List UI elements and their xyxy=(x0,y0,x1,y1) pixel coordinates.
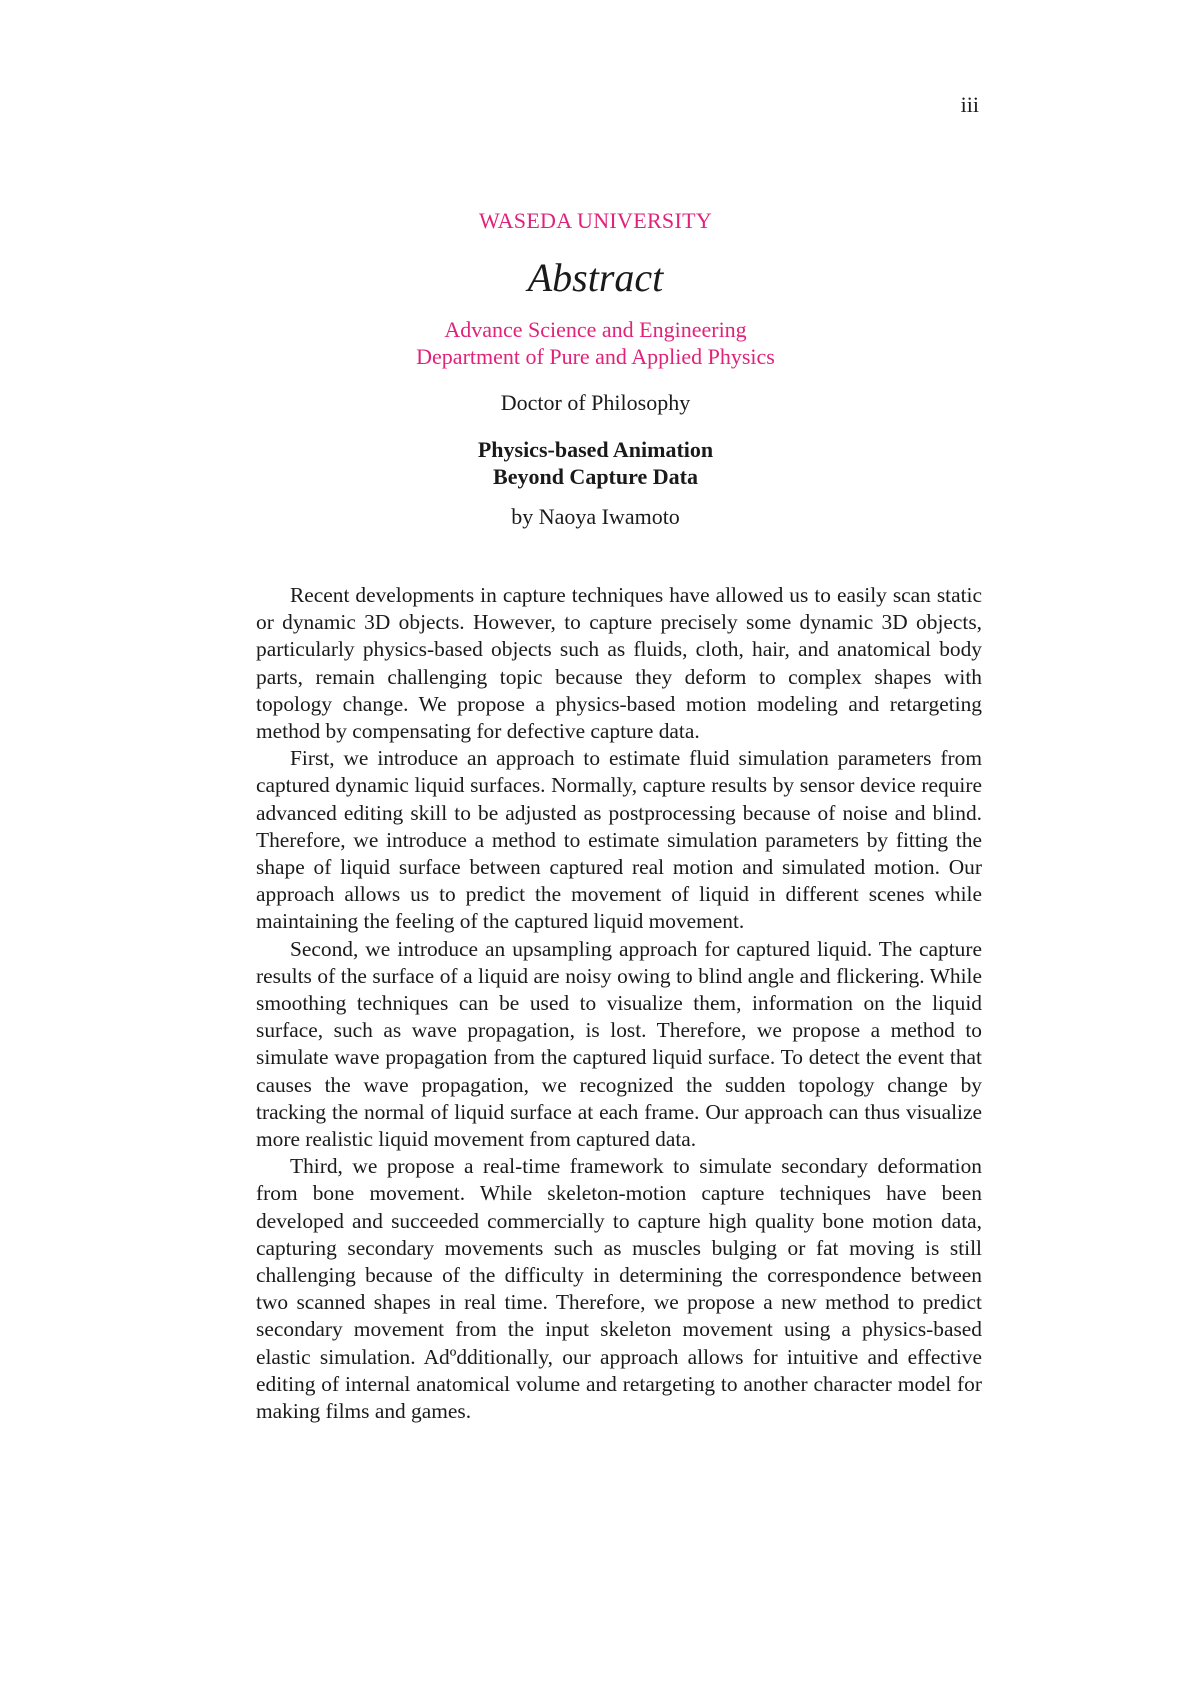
thesis-title xyxy=(0,436,1191,490)
page-title: Abstract xyxy=(527,255,664,300)
abstract-header xyxy=(0,208,1191,530)
thesis-title-line-2: Beyond Capture Data xyxy=(493,464,698,489)
degree-name: Doctor of Philosophy xyxy=(500,390,691,415)
abstract-paragraph: Recent developments in capture techniques have allowed us to easily scan static or dynamic 3D objects. However, to capture precisely some dynamic 3D objects, particularly physics-based objects such as fluids, cloth, hair, and anatomical body parts, remain challenging topic because they deform to complex shapes with topology change. We propose a physics-based motion modeling and retargeting method by compensating for defective capture data. xyxy=(256,583,982,744)
faculty-name: Advance Science and Engineering xyxy=(444,317,747,342)
thesis-title-line-1: Physics-based Animation xyxy=(477,437,714,462)
department-name: Department of Pure and Applied Physics xyxy=(416,344,775,369)
author-name: by Naoya Iwamoto xyxy=(511,504,680,529)
abstract-paragraph: Third, we propose a real-time framework to simulate secondary deformation from bone movement. While skeleton-motion capture techniques have been developed and succeeded commercially to capture high quality bone motion data, capturing secondary movements such as muscles bulging or fat moving is still challenging because of the difficulty in determining the correspondence between two scanned shapes in real time. Therefore, we propose a new method to predict secondary movement from the input skeleton movement using a physics-based elastic simulation. Adºdditionally, our approach allows for intuitive and effective editing of internal anatomical volume and retargeting to another character model for making films and games. xyxy=(256,1154,982,1424)
abstract-paragraph: Second, we introduce an upsampling approach for captured liquid. The capture results of the surface of a liquid are noisy owing to blind angle and flickering. While smoothing techniques can be used to visualize them, information on the liquid surface, such as wave propagation, is lost. Therefore, we propose a method to simulate wave propagation from the captured liquid surface. To detect the event that causes the wave propagation, we recognized the sudden topology change by tracking the normal of liquid surface at each frame. Our approach can thus visualize more realistic liquid movement from captured data. xyxy=(256,936,982,1152)
abstract-body xyxy=(256,582,982,1425)
abstract-paragraph: First, we introduce an approach to estimate fluid simulation parameters from captured dynamic liquid surfaces. Normally, capture results by sensor device require advanced editing skill to be adjusted as postprocessing because of noise and blind. Therefore, we introduce a method to estimate simulation parameters by fitting the shape of liquid surface between captured real motion and simulated motion. Our approach allows us to predict the movement of liquid in different scenes while maintaining the feeling of the captured liquid movement. xyxy=(256,746,982,934)
page-number: iii xyxy=(960,92,979,117)
university-name: WASEDA UNIVERSITY xyxy=(478,208,713,233)
